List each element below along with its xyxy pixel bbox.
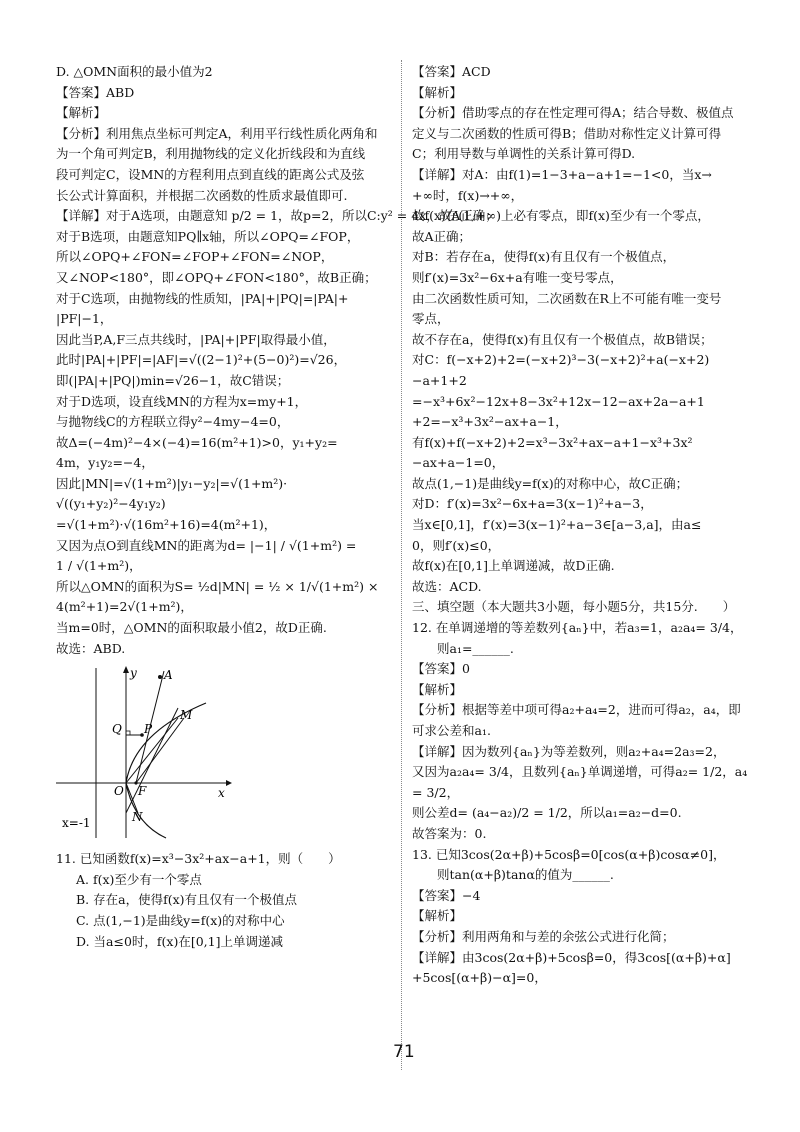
text-line: =√(1+m²)·√(16m²+16)=4(m²+1)，: [56, 517, 277, 533]
y-axis-arrow: [123, 666, 129, 673]
text-line: 所以△OMN的面积为S= ½d|MN| = ½ × 1/√(1+m²) ×: [56, 578, 379, 594]
label-y: y: [130, 666, 137, 681]
text-line: D. △OMN面积的最小值为2: [56, 64, 213, 79]
question-11-option: D. 当a≤0时，f(x)在[0,1]上单调递减: [76, 933, 283, 949]
text-line: 故选：ACD.: [412, 578, 482, 594]
text-line: 对B：若存在a，使得f(x)有且仅有一个极值点，: [412, 249, 676, 265]
x-axis-arrow: [226, 780, 232, 786]
text-line: 又因为a₂a₄= 3/4，且数列{aₙ}单调递增，可得a₂= 1/2，a₄: [412, 764, 748, 780]
text-line: 则f′(x)=3x²−6x+a有唯一变号零点，: [412, 269, 623, 285]
text-line: 故Δ=(−4m)²−4×(−4)=16(m²+1)>0，y₁+y₂=: [56, 434, 338, 450]
text-line: 为一个角可判定B，利用抛物线的定义化折线段和为直线: [56, 146, 366, 162]
text-line: 故答案为：0.: [412, 825, 487, 841]
text-line: 故A正确；: [412, 228, 472, 244]
text-line: 因此当P,A,F三点共线时，|PA|+|PF|取得最小值，: [56, 331, 336, 347]
text-line: 故选：ABD.: [56, 640, 126, 656]
text-line: +2=−x³+3x²−ax+a−1，: [412, 414, 568, 430]
text-line: =−x³+6x²−12x+8−3x²+12x−12−ax+2a−a+1: [412, 393, 705, 409]
label-directrix: x=-1: [62, 816, 91, 831]
label-a: A: [164, 668, 173, 683]
label-n: N: [132, 810, 143, 825]
question-12-blank: 则a₁=______.: [412, 640, 514, 656]
text-line: 又因为点O到直线MN的距离为d= |−1| / √(1+m²) =: [56, 537, 357, 553]
text-line: 【解析】: [412, 908, 463, 924]
text-line: +∞时，f(x)→+∞，: [412, 187, 524, 203]
text-line: 对于C选项，由抛物线的性质知，|PA|+|PQ|=|PA|+: [56, 290, 349, 306]
text-line: 因此|MN|=√(1+m²)|y₁−y₂|=√(1+m²)·: [56, 475, 288, 491]
text-line: |PF|−1，: [56, 311, 113, 327]
text-line: 【答案】ABD: [56, 84, 135, 100]
question-11-option: A. f(x)至少有一个零点: [76, 871, 202, 887]
text-line: 【详解】对于A选项，由题意知 p/2 = 1，故p=2，所以C:y² = 4x，故A正确；: [56, 208, 498, 224]
text-line: 故点(1,−1)是曲线y=f(x)的对称中心，故C正确；: [412, 475, 689, 491]
text-line: 【答案】0: [412, 661, 470, 677]
section-heading: 三、填空题（本大题共3小题，每小题5分，共15分. ）: [412, 599, 736, 615]
text-line: 【详解】因为数列{aₙ}为等差数列，则a₂+a₄=2a₃=2，: [412, 743, 726, 759]
text-line: 零点，: [412, 311, 450, 327]
text-line: −a+1+2: [412, 372, 467, 388]
text-line: 当m=0时，△OMN的面积取最小值2，故D正确.: [56, 620, 327, 636]
right-angle-mark: [126, 731, 130, 735]
text-line: −ax+a−1=0，: [412, 455, 505, 471]
label-m: M: [180, 708, 193, 723]
text-line: 【解析】: [412, 681, 463, 697]
text-line: 有f(x)+f(−x+2)+2=x³−3x²+ax−a+1−x³+3x²: [412, 434, 693, 450]
text-line: 定义与二次函数的性质可得B；借助对称性定义计算可得: [412, 125, 722, 141]
text-line: √((y₁+y₂)²−4y₁y₂): [56, 496, 166, 512]
text-line: 4m，y₁y₂=−4，: [56, 455, 154, 471]
text-line: 由二次函数性质可知，二次函数在R上不可能有唯一变号: [412, 290, 722, 306]
text-line: 可求公差和a₁.: [412, 723, 491, 738]
question-13-blank: 则tan(α+β)tanα的值为______.: [412, 867, 614, 883]
text-line: 【答案】−4: [412, 887, 481, 903]
label-p: P: [144, 722, 153, 737]
text-line: 对于B选项，由题意知PQ∥x轴，所以∠OPQ=∠FOP，: [56, 228, 360, 244]
label-x: x: [218, 786, 225, 801]
text-line: 当x∈[0,1]，f′(x)=3(x−1)²+a−3∈[a−3,a]，由a≤: [412, 517, 702, 533]
text-line: 则公差d= (a₄−a₂)/2 = 1/2，所以a₁=a₂−d=0.: [412, 805, 682, 821]
text-line: 对于D选项，设直线MN的方程为x=my+1，: [56, 393, 308, 409]
parabola-figure: [56, 663, 394, 843]
text-line: 所以∠OPQ+∠FON=∠FOP+∠FON=∠NOP，: [56, 249, 334, 265]
question-11-stem: 11. 已知函数f(x)=x³−3x²+ax−a+1，则（ ）: [56, 851, 341, 867]
text-line: 又∠NOP<180°，即∠OPQ+∠FON<180°，故B正确；: [56, 269, 377, 285]
parabola-diagram: [56, 663, 236, 843]
text-line: 段可判定C，设MN的方程利用点到直线的距离公式及弦: [56, 166, 365, 182]
page-number: 71: [393, 1042, 415, 1062]
text-line: 长公式计算面积，并根据二次函数的性质求最值即可.: [56, 187, 348, 203]
text-line: 对C：f(−x+2)+2=(−x+2)³−3(−x+2)²+a(−x+2): [412, 352, 710, 368]
text-line: +5cos[(α+β)−α]=0，: [412, 970, 547, 986]
right-column: [412, 62, 748, 989]
text-line: 4(m²+1)=2√(1+m²)，: [56, 599, 193, 615]
text-line: 故f(x)在(1,+∞)上必有零点，即f(x)至少有一个零点，: [412, 208, 710, 224]
text-line: 0，则f′(x)≤0，: [412, 537, 501, 553]
text-line: 【解析】: [412, 84, 463, 100]
text-line: 【分析】利用焦点坐标可判定A，利用平行线性质化两角和: [56, 125, 378, 141]
label-f: F: [138, 784, 147, 799]
label-q: Q: [112, 722, 122, 737]
point-a: [158, 675, 162, 679]
text-line: 1 / √(1+m²)，: [56, 558, 142, 574]
question-11-option: B. 存在a，使得f(x)有且仅有一个极值点: [76, 892, 298, 908]
text-line: C；利用导数与单调性的关系计算可得D.: [412, 146, 636, 162]
text-line: 即(|PA|+|PQ|)min=√26−1，故C错误；: [56, 372, 290, 388]
text-line: 【答案】ACD: [412, 64, 491, 79]
text-line: = 3/2，: [412, 784, 460, 800]
text-line: 【详解】对A：由f(1)=1−3+a−a+1=−1<0，当x→: [412, 166, 712, 182]
text-line: 对D：f′(x)=3x²−6x+a=3(x−1)²+a−3，: [412, 496, 653, 512]
text-line: 故不存在a，使得f(x)有且仅有一个极值点，故B错误；: [412, 331, 713, 347]
label-o: O: [114, 784, 124, 799]
text-line: 【分析】利用两角和与差的余弦公式进行化简；: [412, 928, 675, 944]
text-line: 故f(x)在[0,1]上单调递减，故D正确.: [412, 558, 615, 574]
text-line: 【详解】由3cos(2α+β)+5cosβ=0，得3cos[(α+β)+α]: [412, 949, 731, 965]
question-12-stem: 12. 在单调递增的等差数列{aₙ}中，若a₃=1，a₂a₄= 3/4，: [412, 620, 743, 636]
text-line: 【解析】: [56, 105, 107, 121]
text-line: 与抛物线C的方程联立得y²−4my−4=0，: [56, 414, 290, 430]
text-line: 【分析】借助零点的存在性定理可得A；结合导数、极值点: [412, 105, 734, 121]
question-11-option: C. 点(1,−1)是曲线y=f(x)的对称中心: [76, 913, 285, 928]
text-line: 此时|PA|+|PF|=|AF|=√((2−1)²+(5−0)²)=√26，: [56, 352, 347, 368]
question-13-stem: 13. 已知3cos(2α+β)+5cosβ=0[cos(α+β)cosα≠0]，: [412, 846, 726, 862]
text-line: 【分析】根据等差中项可得a₂+a₄=2，进而可得a₂，a₄，即: [412, 702, 741, 718]
